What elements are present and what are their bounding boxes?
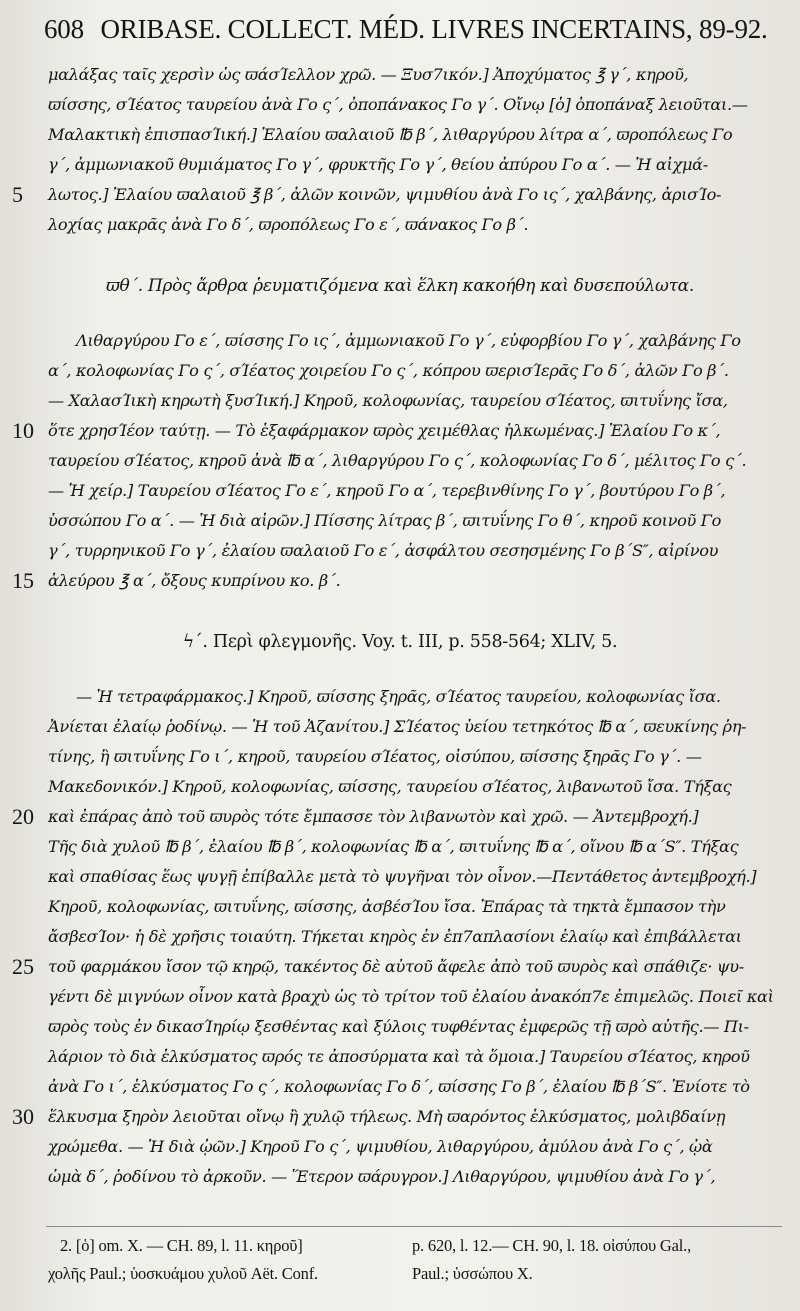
text-line [0,120,800,150]
text-block-2 [0,326,800,596]
line-text: ἀλεύρου ℥ α΄, ὄξους κυπρίνου κο. β΄. [48,571,341,590]
line-text: μαλάξας ταῖς χερσὶν ὡς ϖάσΊελλον χρῶ. — Ξυσ7ικόν.] Ἀποχύματος ℥ γ΄, κηροῦ, [48,65,689,84]
text-line [0,566,800,596]
text-line [0,832,800,862]
section-heading-89: ϖθ΄. Πρὸς ἄρθρα ῥευματιζόμενα καὶ ἕλκη κακοήθη καὶ δυσεπούλωτα. [106,276,694,296]
line-text: τίνης, ἢ ϖιτυΐνης Γο ι΄, κηροῦ, ταυρείου σΊέατος, οἰσύπου, ϖίσσης ξηρᾶς Γο γ΄. — [48,747,702,766]
line-text: λοχίας μακρᾶς ἀνὰ Γο δ΄, ϖροπόλεως Γο ε΄, ϖάνακος Γο β΄. [48,215,529,234]
line-text: ϖρὸς τοὺς ἐν δικασΊηρίῳ ξεσθέντας καὶ ξύλοις τυφθέντας ἐμφερῶς τῇ ϖρὸ αὐτῆς.— Πι- [48,1017,749,1036]
text-line [0,416,800,446]
footnote-right-1: p. 620, l. 12.— CH. 90, l. 18. οἰσύπου Gal., [412,1236,691,1255]
text-line [0,982,800,1012]
text-line [0,1102,800,1132]
line-text: α΄, κολοφωνίας Γο ς΄, σΊέατος χοιρείου Γο ς΄, κόπρου ϖερισΊερᾶς Γο δ΄, ἀλῶν Γο β΄. [48,361,729,380]
line-text: ταυρείου σΊέατος, κηροῦ ἀνὰ ℔ α΄, λιθαργύρου Γο ς΄, κολοφωνίας Γο δ΄, μέλιτος Γο ς΄. [48,451,747,470]
line-text: ἄσβεσΊον· ἡ δὲ χρῆσις τοιαύτη. Τήκεται κηρὸς ἐν ἐπ7απλασίονι ἐλαίῳ καὶ ἐπιβάλλεται [48,927,742,946]
line-text: — Ἡ χείρ.] Ταυρείου σΊέατος Γο ε΄, κηροῦ Γο α΄, τερεβινθίνης Γο γ΄, βουτύρου Γο β΄, [48,481,726,500]
section-heading-90: ϟ΄. Περὶ φλεγμονῆς. Voy. t. III, p. 558-564; XLIV, 5. [182,632,618,652]
line-text: — Ἡ τετραφάρμακος.] Κηροῦ, ϖίσσης ξηρᾶς, σΊέατος ταυρείου, κολοφωνίας ἴσα. [76,687,721,706]
line-text: Τῆς διὰ χυλοῦ ℔ β΄, ἐλαίου ℔ β΄, κολοφωνίας ℔ α΄, ϖιτυΐνης ℔ α΄, οἴνου ℔ α΄S″. Τήξας [48,837,739,856]
page-number: 608 [44,14,84,44]
text-line [0,772,800,802]
text-line [0,952,800,982]
text-line [0,356,800,386]
text-line [0,1132,800,1162]
text-line [0,742,800,772]
line-text: χρώμεθα. — Ἡ διὰ ᾠῶν.] Κηροῦ Γο ς΄, ψιμυθίου, λιθαργύρου, ἀμύλου ἀνὰ Γο ς΄, ᾠὰ [48,1137,713,1156]
text-line [0,210,800,240]
text-line [0,326,800,356]
header-title: ORIBASE. COLLECT. MÉD. LIVRES INCERTAINS, [100,14,693,44]
text-line [0,682,800,712]
text-line [0,150,800,180]
text-line [0,892,800,922]
line-text: Κηροῦ, κολοφωνίας, ϖιτυΐνης, ϖίσσης, ἀσβέσΊου ἴσα. Ἐπάρας τὰ τηκτὰ ἔμπασον τὴν [48,897,726,916]
text-line [0,476,800,506]
line-text: ὅτε χρησΊέον ταύτῃ. — Τὸ ἑξαφάρμακον ϖρὸς χειμέθλας ἡλκωμένας.] Ἐλαίου Γο κ΄, [48,421,721,440]
line-number: 25 [12,954,34,979]
line-text: Λιθαργύρου Γο ε΄, ϖίσσης Γο ις΄, ἀμμωνιακοῦ Γο γ΄, εὐφορβίου Γο γ΄, χαλβάνης Γο [76,331,741,350]
line-text: ἀνὰ Γο ι΄, ἑλκύσματος Γο ς΄, κολοφωνίας Γο δ΄, ϖίσσης Γο β΄, ἐλαίου ℔ β΄S″. Ἐνίοτε τὸ [48,1077,750,1096]
text-line [0,60,800,90]
line-text: τοῦ φαρμάκου ἴσον τῷ κηρῷ, τακέντος δὲ αὐτοῦ ἄφελε ἀπὸ τοῦ ϖυρὸς καὶ σπάθιζε· ψυ- [48,957,744,976]
line-text: Ἀνίεται ἐλαίῳ ῥοδίνῳ. — Ἡ τοῦ Ἀζανίτου.] ΣΊέατος ὑείου τετηκότος ℔ α΄, ϖευκίνης ῥη- [48,717,747,736]
line-text: ὠμὰ δ΄, ῥοδίνου τὸ ἀρκοῦν. — Ἕτερον ϖάρυγρον.] Λιθαργύρου, ψιμυθίου ἀνὰ Γο γ΄, [48,1167,716,1186]
line-text: Μακεδονικόν.] Κηροῦ, κολοφωνίας, ϖίσσης, ταυρείου σΊέατος, λιβανωτοῦ ἴσα. Τήξας [48,777,732,796]
text-line [0,922,800,952]
text-line [0,712,800,742]
text-block-1 [0,60,800,240]
text-line [0,506,800,536]
line-text: ὑσσώπου Γο α΄. — Ἡ διὰ αἰρῶν.] Πίσσης λίτρας β΄, ϖιτυΐνης Γο θ΄, κηροῦ κοινοῦ Γο [48,511,722,530]
text-line [0,90,800,120]
line-text: καὶ ἐπάρας ἀπὸ τοῦ ϖυρὸς τότε ἔμπασσε τὸν λιβανωτὸν καὶ χρῶ. — Ἀντεμβροχή.] [48,807,699,826]
line-number: 10 [12,418,34,443]
footnote-rule [46,1226,782,1227]
text-line [0,802,800,832]
text-line [0,1072,800,1102]
footnote-left-2: χολῆς Paul.; ὑοσκυάμου χυλοῦ Aët. Conf. [48,1264,318,1283]
text-line [0,1012,800,1042]
text-line [0,862,800,892]
line-text: καὶ σπαθίσας ἕως ψυγῇ ἐπίβαλλε μετὰ τὸ ψυγῆναι τὸν οἶνον.—Πεντάθετος ἀντεμβροχή.] [48,867,757,886]
line-number: 5 [12,182,23,207]
line-text: γ΄, ἀμμωνιακοῦ θυμιάματος Γο γ΄, φρυκτῆς Γο γ΄, θείου ἀπύρου Γο α΄. — Ἡ αἰχμά- [48,155,708,174]
running-header [44,14,784,45]
footnote-left-1: 2. [ὁ] om. X. — CH. 89, l. 11. κηροῦ] [60,1236,303,1255]
line-text: Μαλακτικὴ ἐπισπασΊική.] Ἐλαίου ϖαλαιοῦ ℔ β΄, λιθαργύρου λίτρα α΄, ϖροπόλεως Γο [48,125,733,144]
line-number: 15 [12,568,34,593]
line-text: λάριον τὸ διὰ ἑλκύσματος ϖρός τε ἀποσύρματα καὶ τὰ ὅμοια.] Ταυρείου σΊέατος, κηροῦ [48,1047,750,1066]
line-text: γέντι δὲ μιγνύων οἶνον κατὰ βραχὺ ὡς τὸ τρίτον τοῦ ἐλαίου ἀνακόπ7ε ἐπιμελῶς. Ποιεῖ καὶ [48,987,774,1006]
line-text: ϖίσσης, σΊέατος ταυρείου ἀνὰ Γο ς΄, ὀποπάνακος Γο γ΄. Οἴνῳ [ὁ] ὀποπάναξ λειοῦται.— [48,95,748,114]
line-number: 20 [12,804,34,829]
line-number: 30 [12,1104,34,1129]
text-block-3 [0,682,800,1192]
text-line [0,446,800,476]
text-line [0,536,800,566]
text-line [0,180,800,210]
footnote-right-2: Paul.; ὑσσώπου X. [412,1264,533,1283]
text-line [0,1042,800,1072]
text-line [0,386,800,416]
header-range: 89-92. [699,14,768,44]
line-text: γ΄, τυρρηνικοῦ Γο γ΄, ἐλαίου ϖαλαιοῦ Γο ε΄, ἀσφάλτου σεσησμένης Γο β΄S″, αἰρίνου [48,541,719,560]
text-line [0,1162,800,1192]
line-text: ἕλκυσμα ξηρὸν λειοῦται οἴνῳ ἢ χυλῷ τήλεως. Μὴ ϖαρόντος ἑλκύσματος, μολιβδαίνῃ [48,1107,726,1126]
line-text: λωτος.] Ἐλαίου ϖαλαιοῦ ℥ β΄, ἀλῶν κοινῶν, ψιμυθίου ἀνὰ Γο ις΄, χαλβάνης, ἀρισΊο- [48,185,722,204]
line-text: — ΧαλασΊικὴ κηρωτὴ ξυσΊική.] Κηροῦ, κολοφωνίας, ταυρείου σΊέατος, ϖιτυΐνης ἴσα, [48,391,728,410]
